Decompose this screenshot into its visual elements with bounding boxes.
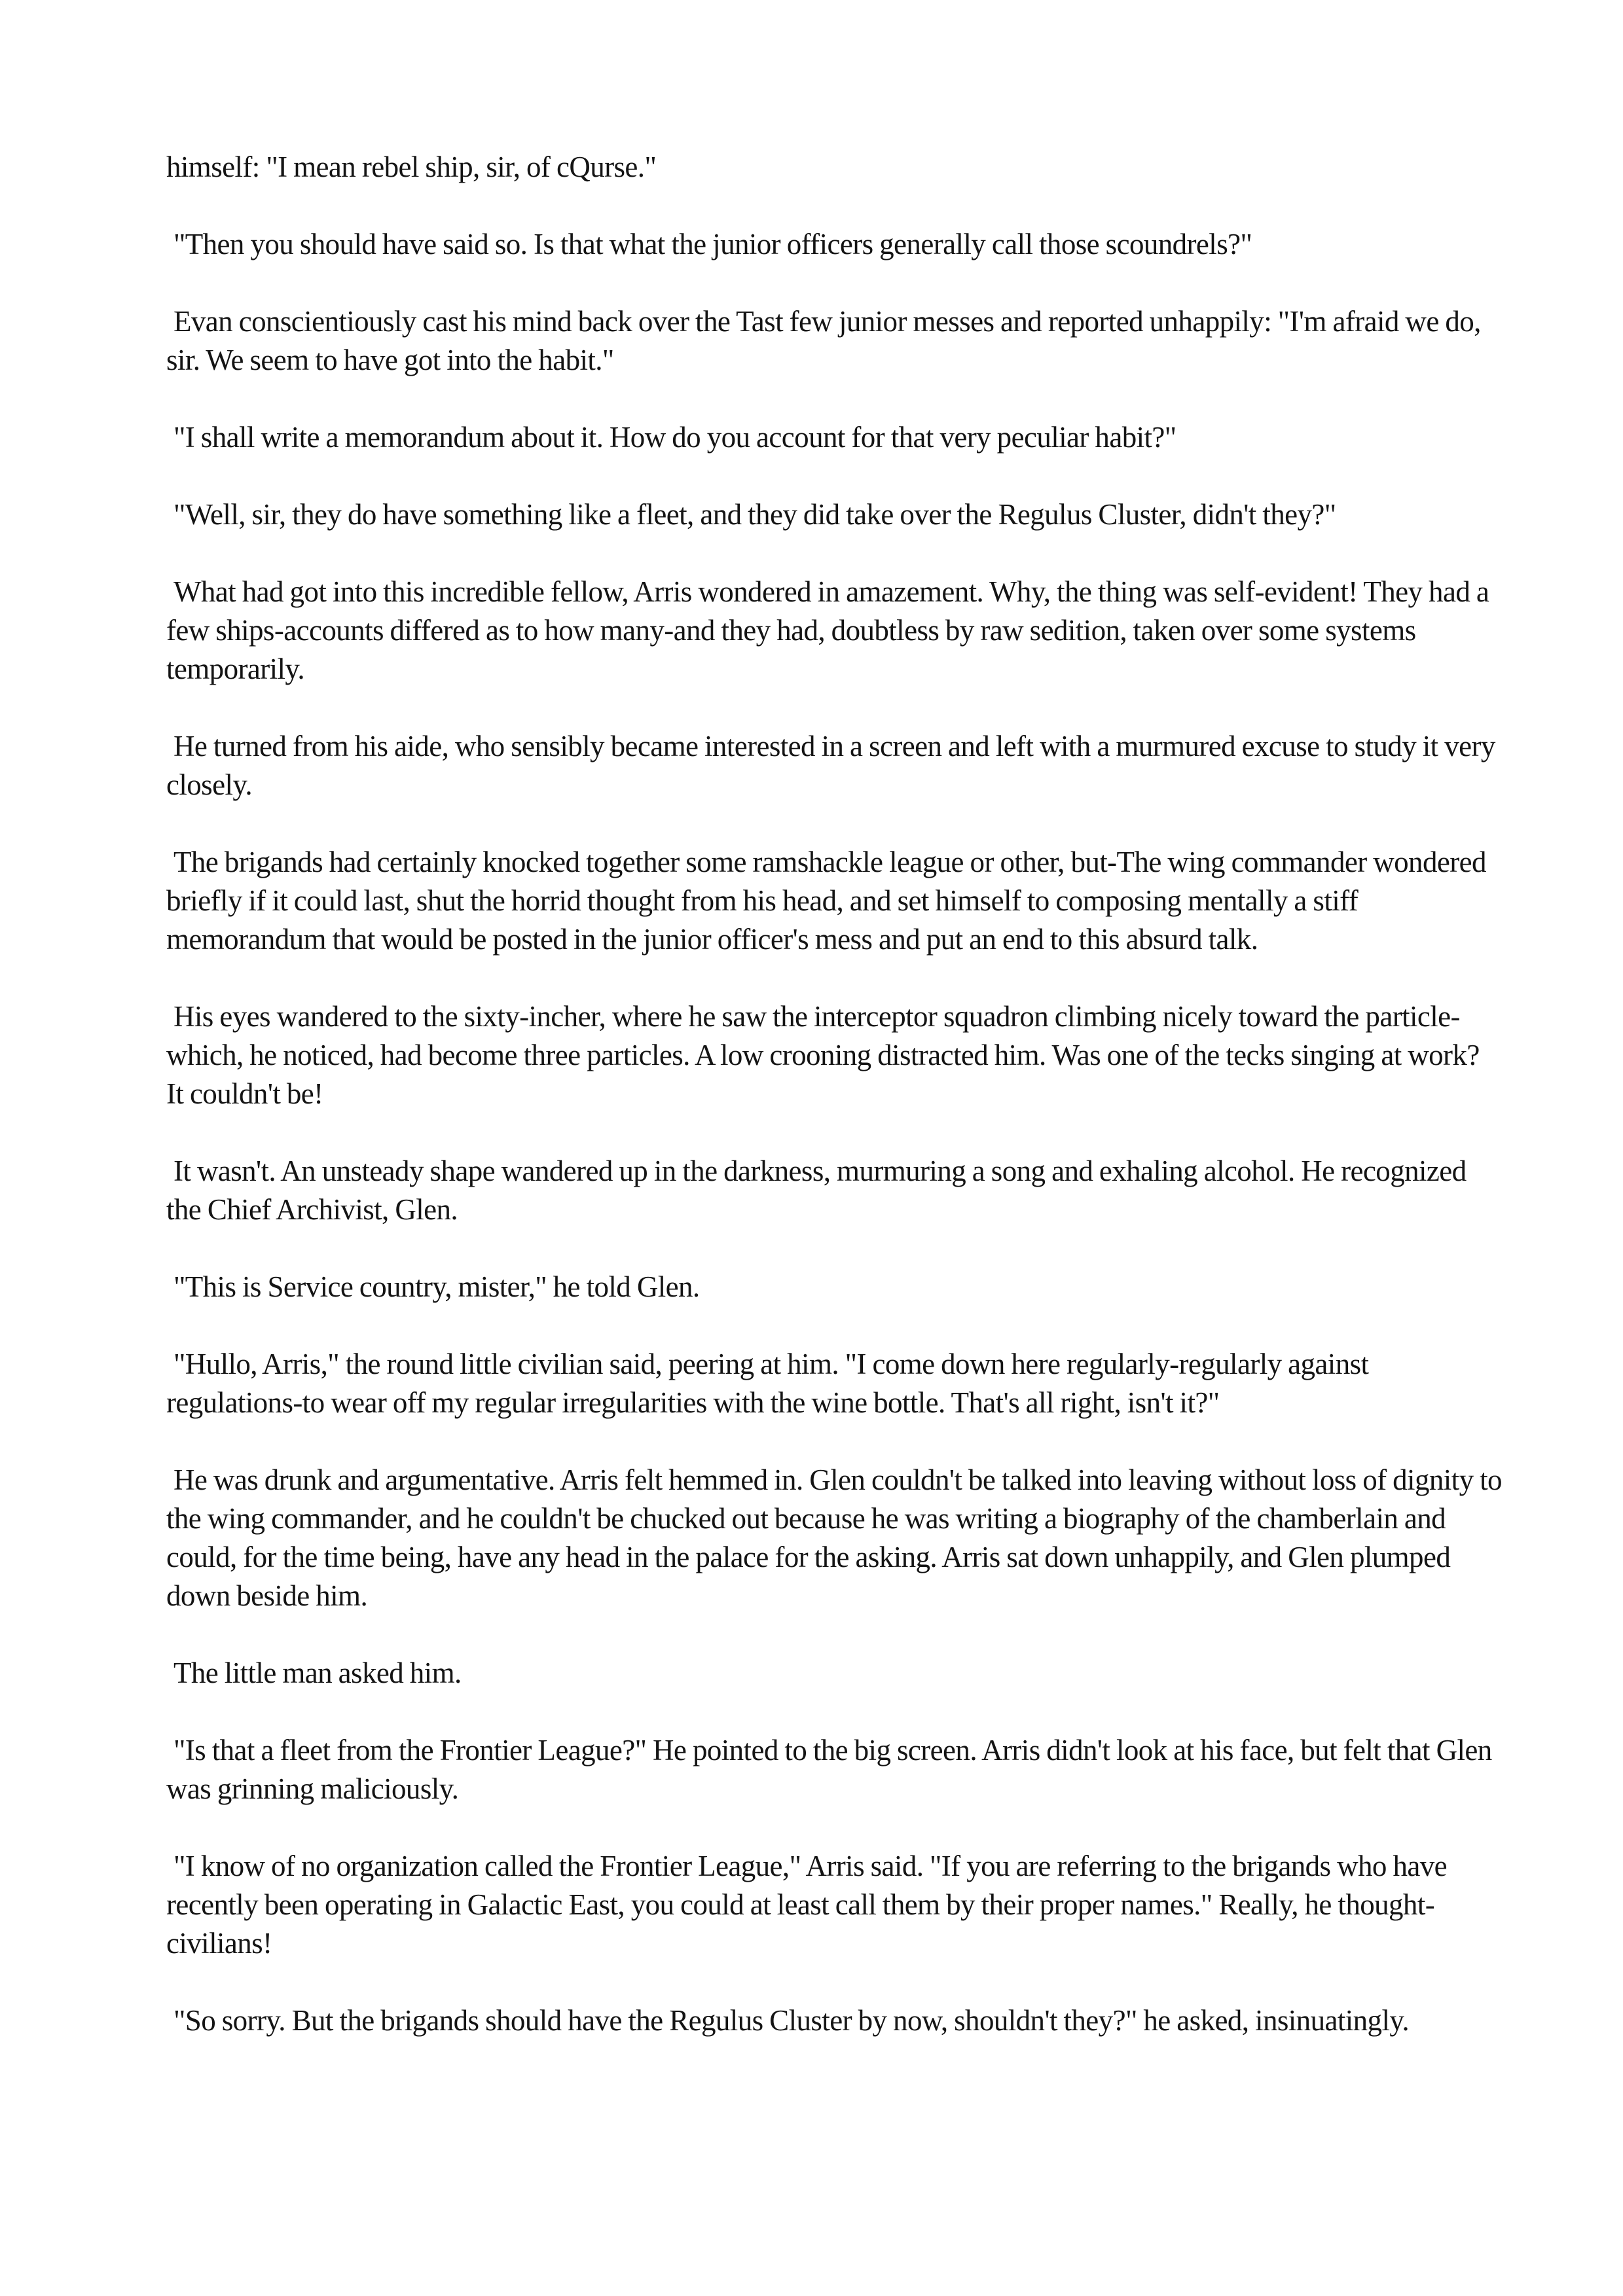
paragraph-3: Evan conscientiously cast his mind back over the Tast few junior messes and reported unhappily: "I'm afraid we do, sir. We seem to have got into the habit." <box>166 305 1481 376</box>
paragraph-13: He was drunk and argumentative. Arris felt hemmed in. Glen couldn't be talked into leaving without loss of dignity to the wing commander, and he couldn't be chucked out because he was writing a biography of the chamberlain and could, for the time being, have any head in the palace for the asking. Arris sat down unhappily, and Glen plumped down beside him. <box>166 1463 1502 1612</box>
paragraph-6: What had got into this incredible fellow, Arris wondered in amazement. Why, the thing was self-evident! They had a few ships-accounts differed as to how many-and they had, doubtless by raw sedition, taken over some systems temporarily. <box>166 575 1489 685</box>
paragraph-12: "Hullo, Arris," the round little civilian said, peering at him. "I come down here regularly-regularly against regulations-to wear off my regular irregularities with the wine bottle. That's all right, isn't it?" <box>166 1348 1369 1419</box>
paragraph-10: It wasn't. An unsteady shape wandered up in the darkness, murmuring a song and exhaling alcohol. He recognized the Chief Archivist, Glen. <box>166 1155 1467 1226</box>
paragraph-4: "I shall write a memorandum about it. How do you account for that very peculiar habit?" <box>173 421 1176 454</box>
paragraph-8: The brigands had certainly knocked together some ramshackle league or other, but-The wing commander wondered briefly if it could last, shut the horrid thought from his head, and set himself to composing mentally a stiff memorandum that would be posted in the junior officer's mess and put an end to this absurd talk. <box>166 846 1486 956</box>
paragraph-11: "This is Service country, mister," he told Glen. <box>173 1270 700 1303</box>
paragraph-1: himself: "I mean rebel ship, sir, of cQurse." <box>166 151 657 183</box>
paragraph-7: He turned from his aide, who sensibly became interested in a screen and left with a murmured excuse to study it very closely. <box>166 730 1495 801</box>
paragraph-2: "Then you should have said so. Is that what the junior officers generally call those scoundrels?" <box>173 228 1252 260</box>
paragraph-15: "Is that a fleet from the Frontier League?" He pointed to the big screen. Arris didn't look at his face, but felt that Glen was grinning maliciously. <box>166 1734 1492 1805</box>
paragraph-9: His eyes wandered to the sixty-incher, where he saw the interceptor squadron climbing nicely toward the particle-which, he noticed, had become three particles. A low crooning distracted him. Was one of the tecks singing at work? It couldn't be! <box>166 1000 1480 1110</box>
body-text <box>166 148 1502 2079</box>
paragraph-5: "Well, sir, they do have something like a fleet, and they did take over the Regulus Cluster, didn't they?" <box>173 498 1336 531</box>
paragraph-14: The little man asked him. <box>173 1657 462 1689</box>
paragraph-16: "I know of no organization called the Frontier League," Arris said. "If you are referring to the brigands who have recently been operating in Galactic East, you could at least call them by their proper names." Really, he thought-civilians! <box>166 1850 1447 1960</box>
paragraph-17: "So sorry. But the brigands should have the Regulus Cluster by now, shouldn't they?" he asked, insinuatingly. <box>173 2004 1409 2037</box>
